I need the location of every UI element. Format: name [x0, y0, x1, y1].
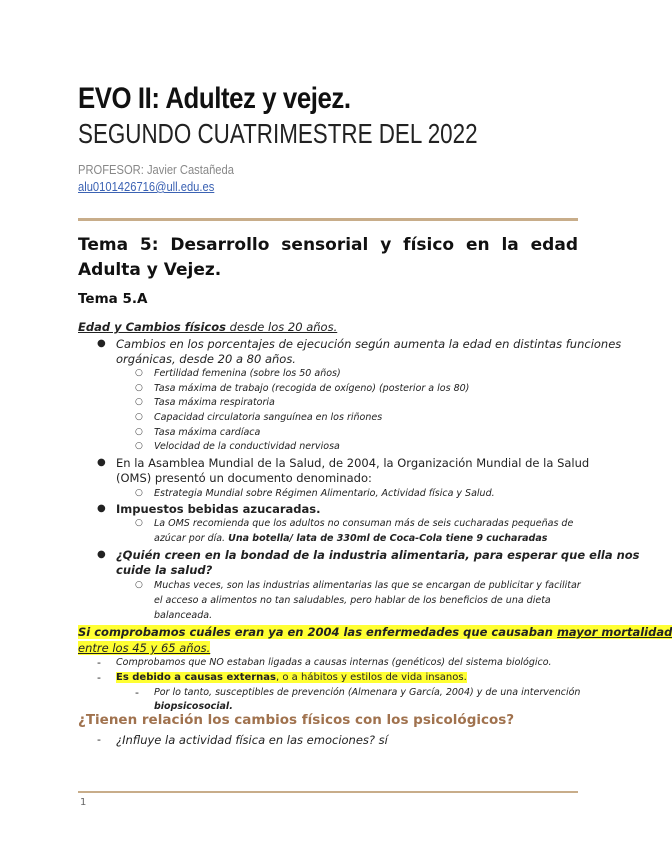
bullet1-subitem: Capacidad circulatoria sanguínea en los riñones — [154, 412, 383, 423]
bullet4-line2: cuide la salud? — [116, 563, 213, 577]
bullet4-line1: ¿Quién creen en la bondad de la industria alimentaria, para esperar que ella nos — [116, 548, 640, 562]
question-item: ¿Influye la actividad física en las emociones? sí — [116, 733, 388, 747]
bullet3-sub-bold: Una botella/ lata de 330ml de Coca-Cola tiene 9 cucharadas — [228, 533, 548, 544]
dash-item-2 — [116, 672, 467, 683]
bullet3-label: Impuestos bebidas azucaradas. — [116, 502, 321, 516]
bullet3-sub-line2 — [154, 533, 547, 544]
bullet-icon: ● — [97, 338, 106, 349]
dash-item-2-rest: , o a hábitos y estilos de vida insanos. — [276, 672, 467, 683]
highlight-underlined: mayor mortalidad — [556, 625, 672, 639]
bullet3-sub-line1: La OMS recomienda que los adultos no consuman más de seis cucharadas pequeñas de — [154, 518, 574, 529]
section-heading-rest: desde los 20 años. — [225, 320, 338, 334]
highlight-line2-text: entre los 45 y 65 años. — [78, 641, 211, 655]
circle-bullet-icon: ○ — [135, 427, 143, 437]
bullet1-subitem: Tasa máxima respiratoria — [154, 397, 275, 408]
circle-bullet-icon: ○ — [135, 488, 143, 498]
section-heading-bold: Edad y Cambios físicos — [78, 320, 226, 334]
circle-bullet-icon: ○ — [135, 368, 143, 378]
highlight-text: Si comprobamos cuáles eran ya en 2004 las enfermedades que causaban — [78, 625, 557, 639]
circle-bullet-icon: ○ — [135, 397, 143, 407]
footer-divider — [78, 791, 578, 793]
dash-sub-line2: biopsicosocial. — [154, 701, 233, 712]
header-divider — [78, 218, 578, 221]
dash-bullet-icon: - — [97, 671, 101, 684]
circle-bullet-icon: ○ — [135, 383, 143, 393]
bullet1-subitem: Fertilidad femenina (sobre los 50 años) — [154, 368, 341, 379]
circle-bullet-icon: ○ — [135, 518, 143, 528]
bullet1-subitem: Velocidad de la conductividad nerviosa — [154, 441, 340, 452]
professor-name: PROFESOR: Javier Castañeda — [78, 162, 234, 177]
dash-item-1: Comprobamos que NO estaban ligadas a causas internas (genéticos) del sistema biológico. — [116, 657, 552, 668]
dash-item-2-bold: Es debido a causas externas — [116, 672, 277, 683]
highlight-line1 — [78, 625, 672, 639]
topic-subheading: Tema 5.A — [78, 291, 148, 307]
bullet1-line1: Cambios en los porcentajes de ejecución según aumenta la edad en distintas funciones — [116, 337, 622, 351]
bullet4-sub-line1: Muchas veces, son las industrias alimentarias las que se encargan de publicitar y facilitar — [154, 580, 581, 591]
email-link[interactable]: alu0101426716@ull.edu.es — [78, 179, 215, 194]
bullet1-subitem: Tasa máxima cardíaca — [154, 427, 261, 438]
circle-bullet-icon: ○ — [135, 580, 143, 590]
bullet1-line2: orgánicas, desde 20 a 80 años. — [116, 352, 296, 366]
section-heading — [78, 320, 337, 334]
circle-bullet-icon: ○ — [135, 412, 143, 422]
bullet2-subitem: Estrategia Mundial sobre Régimen Alimentario, Actividad física y Salud. — [154, 488, 495, 499]
highlight-line2 — [78, 641, 210, 655]
document-subtitle: SEGUNDO CUATRIMESTRE DEL 2022 — [78, 118, 478, 149]
question-heading: ¿Tienen relación los cambios físicos con los psicológicos? — [78, 712, 515, 728]
bullet3-sub-plain: azúcar por día. — [154, 533, 229, 544]
dash-bullet-icon: - — [97, 656, 101, 669]
dash-sub-line1: Por lo tanto, susceptibles de prevención (Almenara y García, 2004) y de una intervención — [154, 687, 581, 698]
dash-bullet-icon: - — [97, 733, 101, 746]
document-title: EVO II: Adultez y vejez. — [78, 82, 351, 115]
bullet2-line1: En la Asamblea Mundial de la Salud, de 2004, la Organización Mundial de la Salud — [116, 456, 590, 470]
topic-heading: Tema 5: Desarrollo sensorial y físico en la edad Adulta y Vejez. — [78, 235, 578, 280]
bullet-icon: ● — [97, 549, 106, 560]
bullet-icon: ● — [97, 457, 106, 468]
dash-bullet-icon: - — [135, 686, 139, 699]
bullet2-line2: (OMS) presentó un documento denominado: — [116, 471, 372, 485]
bullet4-sub-line2: el acceso a alimentos no tan saludables, pero hablar de los beneficios de una dieta — [154, 595, 551, 606]
bullet-icon: ● — [97, 503, 106, 514]
bullet1-subitem: Tasa máxima de trabajo (recogida de oxígeno) (posterior a los 80) — [154, 383, 470, 394]
bullet4-sub-line3: balanceada. — [154, 610, 213, 621]
page-number: 1 — [80, 797, 87, 808]
circle-bullet-icon: ○ — [135, 441, 143, 451]
